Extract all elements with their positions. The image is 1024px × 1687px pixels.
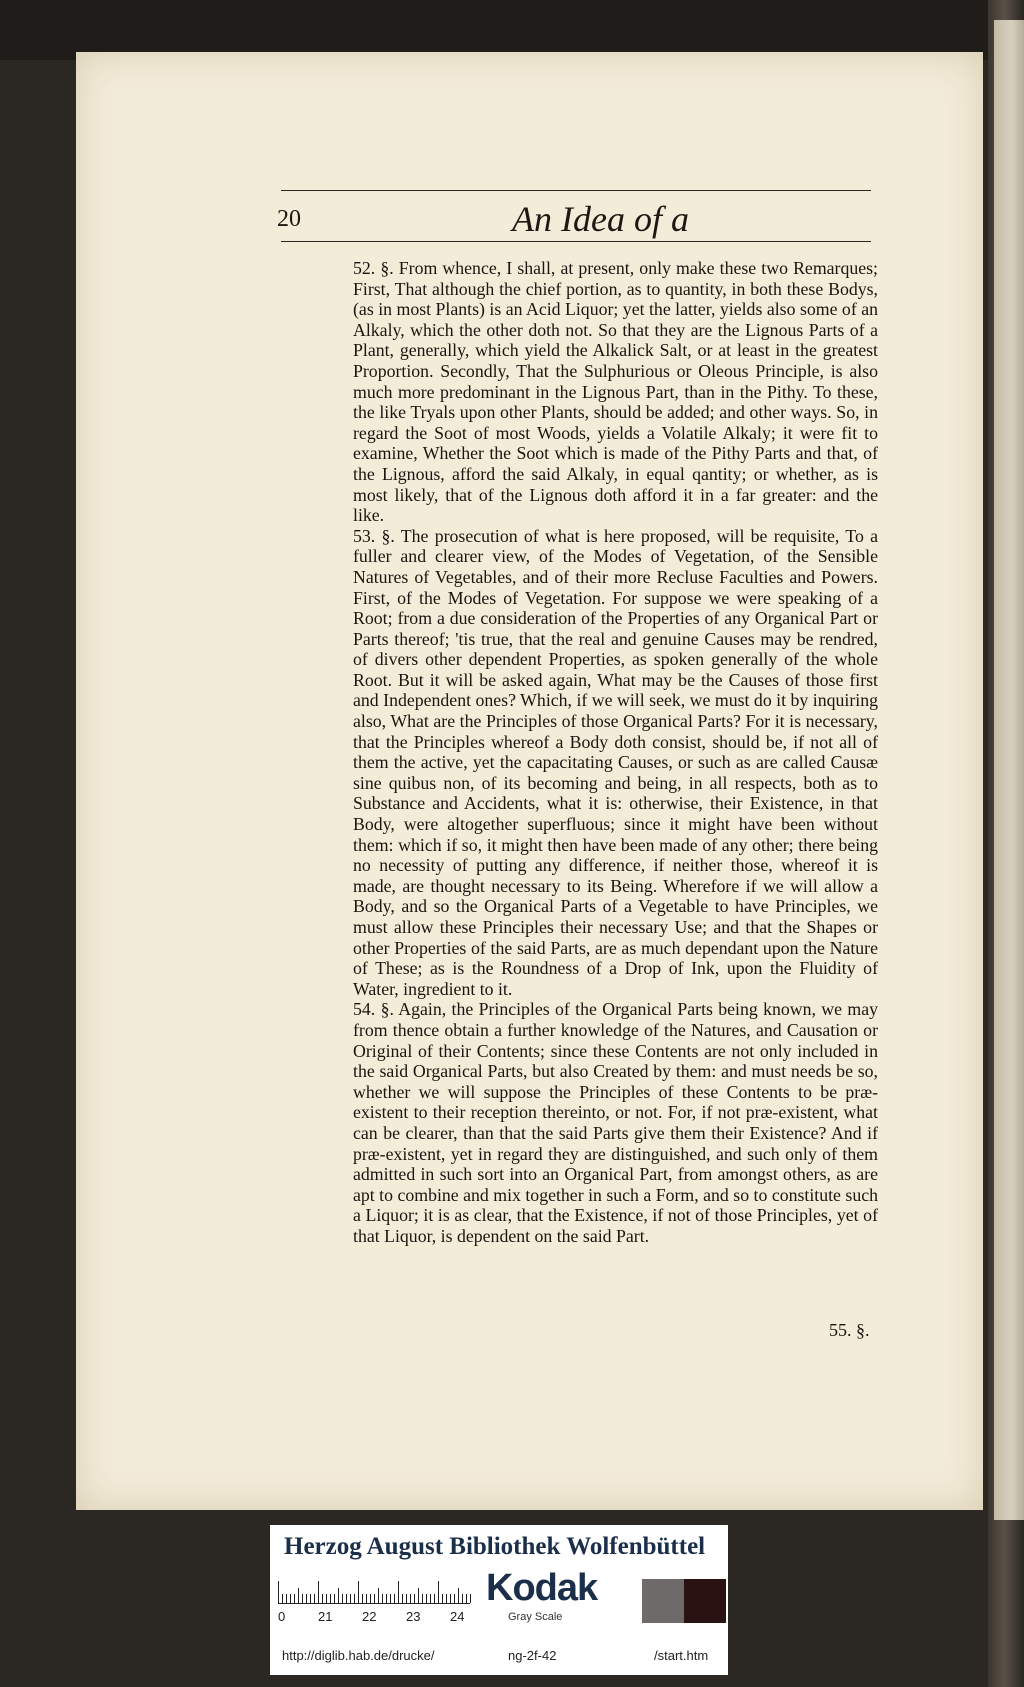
ruler-tick xyxy=(422,1594,423,1603)
ruler-tick xyxy=(426,1594,427,1603)
ruler-tick xyxy=(390,1594,391,1603)
ruler-tick xyxy=(286,1594,287,1603)
header-rule-top xyxy=(281,190,871,191)
ruler-tick xyxy=(290,1594,291,1603)
ruler-tick xyxy=(338,1588,339,1603)
page-number: 20 xyxy=(277,206,301,232)
paragraph-53: 53. §. The prosecution of what is here proposed, will be requisite, To a fuller and clearer view, of the Modes of Vegetation, of the Sensible Natures of Vegetables, and of their more Recluse Faculties and Powers. First, of the Modes of Vegetation. For suppose we were speaking of a Root; from a due consideration of the Properties of any Organical Part or Parts thereof; 'tis true, that the real and genuine Causes may be rendred, of divers other dependent Properties, as spoken generally of the whole Root. But it will be asked again, What may be the Causes of those first and Independent ones? Which, if we will seek, we must do it by inquiring also, What are the Principles of those Organical Parts? For it is necessary, that the Principles whereof a Body doth consist, should be, if not all of them the active, yet the capacitating Causes, or such as are called Causæ sine quibus non, of its becoming and being, in all respects, both as to Substance and Accidents, what it is: otherwise, their Existence, in that Body, were altogether superfluous; since it might have been without them: which if so, it might then have been made of any other; there being no necessity of putting any difference, if neither those, whereof it is made, are thought necessary to its Being. Wherefore if we will allow a Body, and so the Organical Parts of a Vegetable to have Principles, we must allow these Principles their necessary Use; and that the Shapes or other Properties of the said Parts, are as much dependant upon the Nature of These; as is the Roundness of a Drop of Ink, upon the Fluidity of Water, ingredient to it. xyxy=(353,525,878,999)
ruler-tick xyxy=(310,1594,311,1603)
ruler-label: 21 xyxy=(318,1609,333,1624)
ruler-tick xyxy=(450,1594,451,1603)
start-link[interactable]: /start.htm xyxy=(654,1648,709,1663)
ruler-label: 24 xyxy=(450,1609,465,1624)
ruler-tick xyxy=(434,1594,435,1603)
ruler-tick xyxy=(306,1594,307,1603)
ruler-tick xyxy=(318,1581,319,1603)
ruler-label: 22 xyxy=(362,1609,377,1624)
ruler-tick xyxy=(366,1594,367,1603)
ruler-tick xyxy=(302,1594,303,1603)
digital-library-url[interactable]: http://diglib.hab.de/drucke/ xyxy=(282,1648,435,1663)
ruler-tick xyxy=(382,1594,383,1603)
kodak-logo: Kodak xyxy=(486,1567,598,1609)
ruler-tick xyxy=(362,1594,363,1603)
library-name: Herzog August Bibliothek Wolfenbüttel xyxy=(284,1533,706,1560)
ruler-tick xyxy=(406,1594,407,1603)
gray-swatch xyxy=(642,1579,684,1623)
paragraph-52: 52. §. From whence, I shall, at present, only make these two Remarques; First, That although the chief portion, as to quantity, in both these Bodys, (as in most Plants) is an Acid Liquor; yet the latter, yields also some of an Alkaly, which the other doth not. So that they are the Lignous Parts of a Plant, generally, which yield the Alkalick Salt, or at least in the greatest Proportion. Secondly, That the Sulphurious or Oleous Principle, is also much more predominant in the Lignous Part, than in the Pithy. To these, the like Tryals upon other Plants, should be added; and other ways. So, in regard the Soot of most Woods, yields a Volatile Alkaly; it were fit to examine, Whether the Soot which is made of the Pithy Parts and that, of the Lignous, afford the said Alkaly, in equal qantity; or whether, as is most likely, that of the Lignous doth afford it in a far greater: and the like. xyxy=(353,258,878,526)
ruler-tick xyxy=(326,1594,327,1603)
dark-swatch xyxy=(684,1579,726,1623)
ruler-tick xyxy=(418,1588,419,1603)
ruler-tick xyxy=(282,1594,283,1603)
ruler-tick xyxy=(458,1588,459,1603)
ruler-tick xyxy=(334,1594,335,1603)
ruler-tick xyxy=(322,1594,323,1603)
book-spine xyxy=(988,0,1024,1687)
ruler-labels xyxy=(278,1609,478,1627)
ruler-tick xyxy=(358,1581,359,1603)
catchword: 55. §. xyxy=(829,1320,870,1340)
ruler-tick xyxy=(462,1594,463,1603)
ruler-tick xyxy=(354,1594,355,1603)
ruler-tick xyxy=(294,1594,295,1603)
ruler-tick xyxy=(394,1594,395,1603)
scan-footer-card xyxy=(270,1525,728,1675)
ruler-tick xyxy=(438,1581,439,1603)
ruler-tick xyxy=(278,1581,279,1603)
running-head: An Idea of a xyxy=(512,199,689,239)
ruler-tick xyxy=(430,1594,431,1603)
ruler-tick xyxy=(346,1594,347,1603)
ruler-tick xyxy=(378,1588,379,1603)
ruler-tick xyxy=(466,1594,467,1603)
ruler-label: 23 xyxy=(406,1609,421,1624)
ruler-tick xyxy=(470,1594,471,1603)
facing-page-edge xyxy=(994,20,1024,1520)
ruler-tick xyxy=(410,1594,411,1603)
ruler-tick xyxy=(342,1594,343,1603)
ruler-tick xyxy=(374,1594,375,1603)
ruler-tick xyxy=(330,1594,331,1603)
ruler-tick xyxy=(442,1594,443,1603)
ruler-tick xyxy=(454,1594,455,1603)
gray-scale-label: Gray Scale xyxy=(508,1611,563,1623)
paragraph-54: 54. §. Again, the Principles of the Organical Parts being known, we may from thence obtain a further knowledge of the Natures, and Causation or Original of their Contents; since these Contents are not only included in the said Organical Parts, but also Created by them: and must needs be so, whether we will suppose the Principles of these Contents to be præ-existent to their reception thereinto, or not. For, if not præ-existent, what can be clearer, than that the said Parts give them their Existence? And if præ-existent, yet in regard they are distinguished, and such only of them admitted in such sort into an Organical Part, from amongst others, as are apt to combine and mix together in such a Form, and so to constitute such a Liquor; it is as clear, that the Existence, if not of those Principles, yet of that Liquor, is dependent on the said Part. xyxy=(353,999,878,1246)
ruler-tick xyxy=(298,1588,299,1603)
shelfmark: ng-2f-42 xyxy=(508,1648,557,1663)
scale-ruler xyxy=(278,1573,470,1604)
ruler-tick xyxy=(370,1594,371,1603)
ruler-tick xyxy=(414,1594,415,1603)
scan-background-top xyxy=(0,0,1024,60)
body-text xyxy=(353,258,878,1247)
ruler-label: 0 xyxy=(278,1609,286,1624)
ruler-tick xyxy=(314,1594,315,1603)
ruler-tick xyxy=(398,1581,399,1603)
ruler-tick xyxy=(446,1594,447,1603)
header-rule-bottom xyxy=(281,241,871,242)
ruler-tick xyxy=(350,1594,351,1603)
ruler-tick xyxy=(402,1594,403,1603)
ruler-tick xyxy=(386,1594,387,1603)
